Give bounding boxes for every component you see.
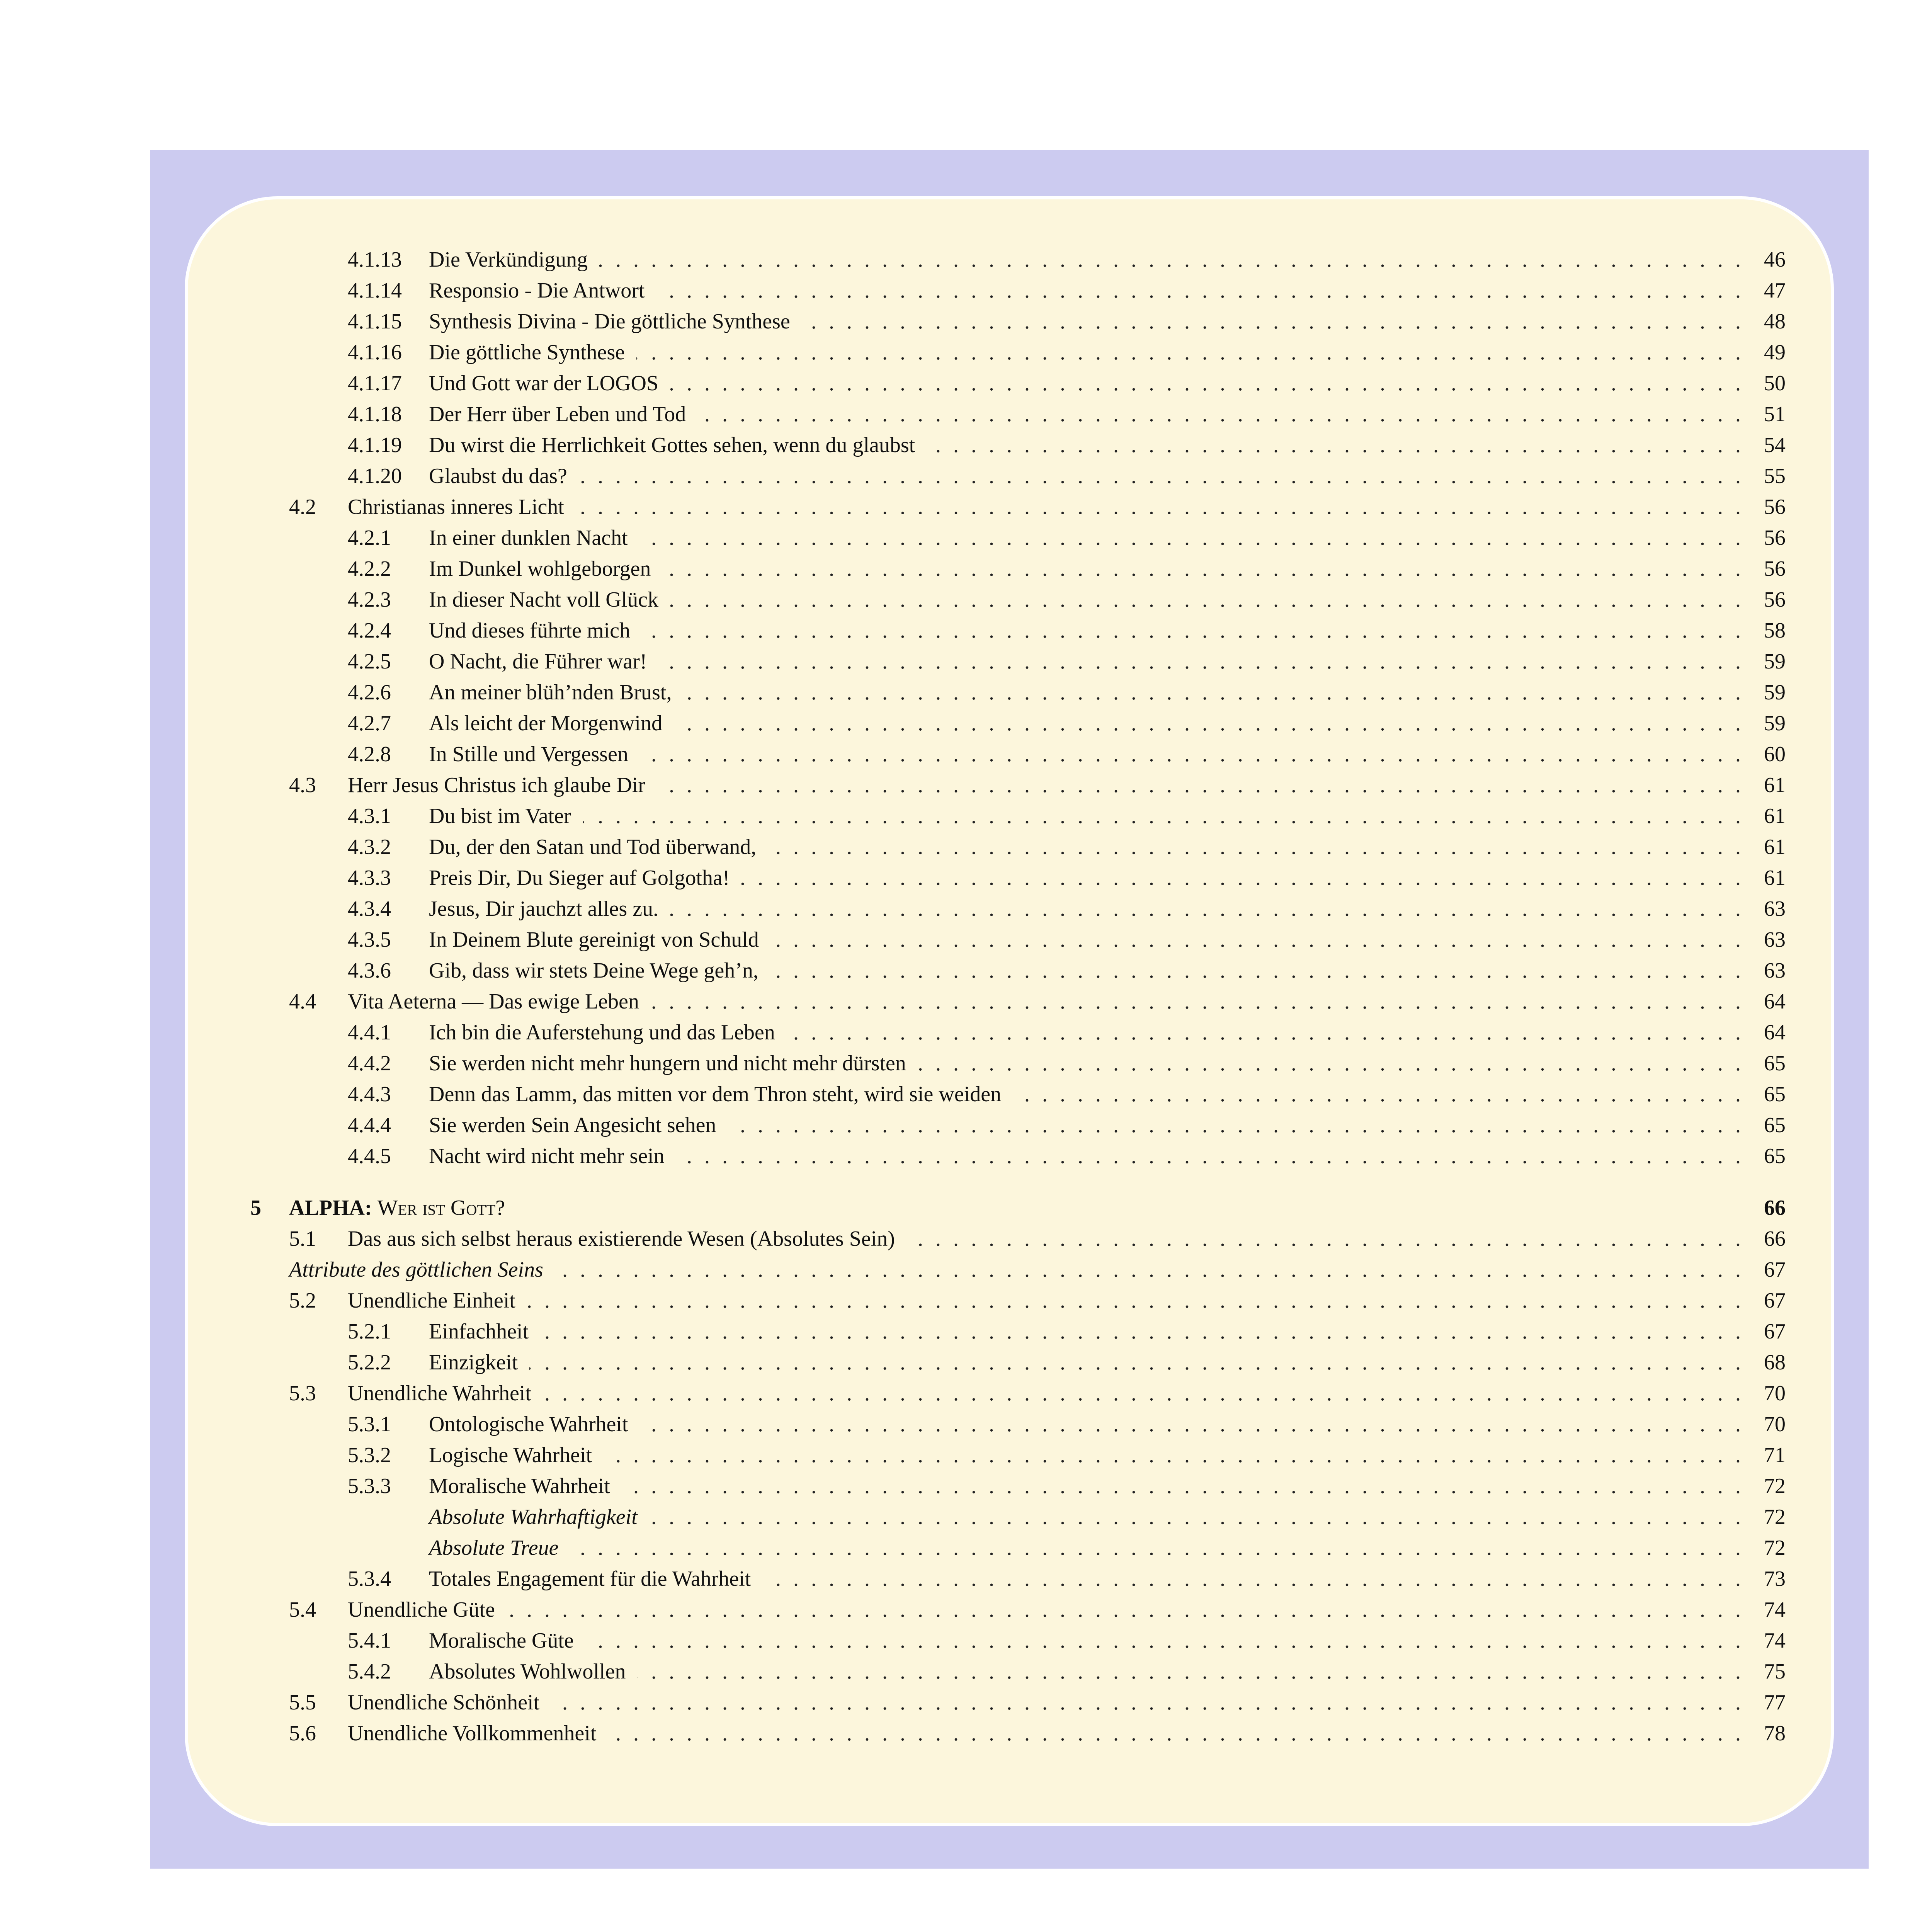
toc-entry-title: Du, der den Satan und Tod überwand, — [429, 835, 757, 859]
toc-entry-number: 4.3.6 — [348, 959, 391, 983]
toc-entry-title: Und Gott war der LOGOS — [429, 371, 659, 395]
dot-leader — [670, 893, 1741, 924]
chapter-page: 66 — [1764, 1196, 1786, 1220]
chapter-entry[interactable] — [0, 1192, 1932, 1223]
dot-leader — [642, 615, 1741, 646]
toc-entry[interactable] — [0, 1440, 1932, 1471]
toc-entry[interactable] — [0, 1563, 1932, 1594]
toc-entry[interactable] — [0, 677, 1932, 708]
toc-entry[interactable] — [0, 646, 1932, 677]
toc-entry-page: 65 — [1764, 1051, 1786, 1075]
toc-entry-page: 61 — [1764, 773, 1786, 797]
dot-leader — [787, 1017, 1741, 1048]
toc-entry-number: 4.3.4 — [348, 897, 391, 921]
toc-entry-page: 74 — [1764, 1598, 1786, 1622]
dot-leader — [507, 1594, 1741, 1625]
toc-entry-page: 56 — [1764, 588, 1786, 612]
dot-leader — [676, 1141, 1741, 1172]
toc-entry-number: 4.4 — [289, 990, 316, 1014]
toc-entry[interactable] — [0, 986, 1932, 1017]
toc-entry-title: Du bist im Vater — [429, 804, 571, 828]
toc-entry-number: 5.3.2 — [348, 1443, 391, 1467]
toc-entry-title: Einzigkeit — [429, 1350, 518, 1374]
toc-entry[interactable] — [0, 1254, 1932, 1285]
toc-entry-title: Du wirst die Herrlichkeit Gottes sehen, wenn du glaubst — [429, 433, 915, 457]
toc-entry[interactable] — [0, 368, 1932, 399]
dot-leader — [639, 522, 1741, 553]
toc-entry-number: 4.4.2 — [348, 1051, 391, 1075]
toc-entry-page: 61 — [1764, 804, 1786, 828]
toc-entry[interactable] — [0, 430, 1932, 461]
toc-entry-page: 77 — [1764, 1690, 1786, 1714]
toc-entry-page: 70 — [1764, 1412, 1786, 1436]
dot-leader — [640, 739, 1741, 770]
toc-entry-page: 74 — [1764, 1629, 1786, 1653]
chapter-title-smallcaps: Wer ist Gott? — [377, 1196, 505, 1220]
toc-entry-title: Nacht wird nicht mehr sein — [429, 1144, 665, 1168]
toc-entry-number: 4.4.3 — [348, 1082, 391, 1106]
toc-entry-page: 48 — [1764, 310, 1786, 333]
toc-entry-number: 4.4.1 — [348, 1020, 391, 1044]
toc-entry-number: 4.3.2 — [348, 835, 391, 859]
toc-entry[interactable] — [0, 492, 1932, 522]
dot-leader — [583, 801, 1741, 832]
toc-entry-page: 63 — [1764, 928, 1786, 952]
dot-leader — [662, 553, 1741, 584]
toc-entry-title: Unendliche Wahrheit — [348, 1381, 531, 1405]
chapter-number: 5 — [250, 1196, 261, 1220]
toc-entry[interactable] — [0, 708, 1932, 739]
toc-entry-number: 4.1.20 — [348, 464, 402, 488]
toc-entry[interactable] — [0, 1532, 1932, 1563]
toc-entry-number: 5.2.1 — [348, 1320, 391, 1344]
toc-entry[interactable] — [0, 337, 1932, 368]
toc-entry[interactable] — [0, 1347, 1932, 1378]
toc-entry-title: Absolute Treue — [429, 1536, 559, 1560]
toc-entry[interactable] — [0, 1471, 1932, 1502]
toc-entry[interactable] — [0, 893, 1932, 924]
dot-leader — [697, 399, 1741, 430]
toc-entry-page: 67 — [1764, 1258, 1786, 1282]
toc-entry-page: 46 — [1764, 248, 1786, 272]
toc-entry-page: 61 — [1764, 866, 1786, 890]
toc-entry[interactable] — [0, 1594, 1932, 1625]
dot-leader — [604, 1440, 1741, 1471]
toc-entry-page: 56 — [1764, 526, 1786, 550]
toc-entry-title: Die göttliche Synthese — [429, 340, 625, 364]
toc-entry-number: 5.2.2 — [348, 1350, 391, 1374]
toc-entry-title: Einfachheit — [429, 1320, 529, 1344]
toc-entry-page: 59 — [1764, 711, 1786, 735]
toc-entry[interactable] — [0, 275, 1932, 306]
toc-entry-number: 5.5 — [289, 1690, 316, 1714]
dot-leader — [670, 584, 1741, 615]
toc-entry-title: Sie werden Sein Angesicht sehen — [429, 1113, 716, 1137]
toc-entry[interactable] — [0, 1079, 1932, 1110]
dot-leader — [762, 1563, 1741, 1594]
toc-entry-page: 65 — [1764, 1144, 1786, 1168]
toc-entry-page: 65 — [1764, 1082, 1786, 1106]
toc-entry[interactable] — [0, 461, 1932, 492]
toc-entry-number: 4.1.14 — [348, 279, 402, 303]
toc-entry[interactable] — [0, 1017, 1932, 1048]
toc-entry-number: 4.1.13 — [348, 248, 402, 272]
toc-entry-page: 67 — [1764, 1320, 1786, 1344]
toc-entry-page: 66 — [1764, 1227, 1786, 1251]
dot-leader — [1013, 1079, 1741, 1110]
toc-entry-number: 5.6 — [289, 1721, 316, 1745]
toc-entry-number: 5.4 — [289, 1598, 316, 1622]
dot-leader — [622, 1471, 1741, 1502]
toc-entry-number: 4.3.5 — [348, 928, 391, 952]
toc-entry-page: 59 — [1764, 680, 1786, 704]
toc-entry-number: 4.2.8 — [348, 742, 391, 766]
toc-entry-page: 50 — [1764, 371, 1786, 395]
toc-entry[interactable] — [0, 615, 1932, 646]
toc-entry-title: Absolute Wahrhaftigkeit — [429, 1505, 638, 1529]
toc-entry-page: 55 — [1764, 464, 1786, 488]
toc-entry-title: Attribute des göttlichen Seins — [289, 1258, 543, 1282]
toc-entry-number: 5.1 — [289, 1227, 316, 1251]
dot-leader — [651, 986, 1741, 1017]
dot-leader — [636, 337, 1741, 368]
toc-entry-title: Preis Dir, Du Sieger auf Golgotha! — [429, 866, 730, 890]
dot-leader — [906, 1223, 1741, 1254]
chapter-title — [289, 1192, 505, 1223]
dot-leader — [599, 244, 1741, 275]
toc-entry-title: Im Dunkel wohlgeborgen — [429, 557, 651, 581]
toc-entry-number: 4.2.3 — [348, 588, 391, 612]
toc-entry-page: 64 — [1764, 1020, 1786, 1044]
toc-entry[interactable] — [0, 1656, 1932, 1687]
dot-leader — [608, 1718, 1741, 1749]
toc-entry-title: Herr Jesus Christus ich glaube Dir — [348, 773, 645, 797]
toc-entry-number: 4.4.5 — [348, 1144, 391, 1168]
toc-entry-page: 63 — [1764, 897, 1786, 921]
toc-entry[interactable] — [0, 1110, 1932, 1141]
toc-entry-title: Christianas inneres Licht — [348, 495, 564, 519]
toc-entry[interactable] — [0, 832, 1932, 862]
toc-entry-title: O Nacht, die Führer war! — [429, 650, 647, 673]
toc-entry[interactable] — [0, 801, 1932, 832]
toc-entry-page: 72 — [1764, 1505, 1786, 1529]
dot-leader — [576, 492, 1741, 522]
dot-leader — [768, 832, 1741, 862]
toc-entry-page: 64 — [1764, 990, 1786, 1014]
toc-entry[interactable] — [0, 1285, 1932, 1316]
toc-entry-title: In Stille und Vergessen — [429, 742, 628, 766]
toc-entry-title: Denn das Lamm, das mitten vor dem Thron steht, wird sie weiden — [429, 1082, 1002, 1106]
toc-entry-title: Glaubst du das? — [429, 464, 567, 488]
toc-entry-number: 4.2.5 — [348, 650, 391, 673]
toc-entry-title: Totales Engagement für die Wahrheit — [429, 1567, 751, 1591]
toc-entry-number: 4.2.6 — [348, 680, 391, 704]
toc-entry-page: 58 — [1764, 619, 1786, 643]
toc-entry-number: 4.1.15 — [348, 310, 402, 333]
toc-entry-page: 70 — [1764, 1381, 1786, 1405]
toc-entry[interactable] — [0, 1502, 1932, 1532]
dot-leader — [918, 1048, 1741, 1079]
toc-entry-title: Und dieses führte mich — [429, 619, 630, 643]
toc-entry-title: Als leicht der Morgenwind — [429, 711, 662, 735]
toc-entry-number: 4.2.7 — [348, 711, 391, 735]
toc-entry-title: Responsio - Die Antwort — [429, 279, 645, 303]
toc-entry-title: In dieser Nacht voll Glück — [429, 588, 659, 612]
toc-entry[interactable] — [0, 1687, 1932, 1718]
toc-entry[interactable] — [0, 1141, 1932, 1172]
toc-entry-number: 4.3.3 — [348, 866, 391, 890]
toc-entry[interactable] — [0, 399, 1932, 430]
toc-entry[interactable] — [0, 1625, 1932, 1656]
toc-entry[interactable] — [0, 770, 1932, 801]
toc-entry[interactable] — [0, 1048, 1932, 1079]
toc-entry-title: Unendliche Schönheit — [348, 1690, 540, 1714]
toc-entry-number: 5.3 — [289, 1381, 316, 1405]
toc-entry[interactable] — [0, 522, 1932, 553]
dot-leader — [802, 306, 1741, 337]
toc-entry[interactable] — [0, 1409, 1932, 1440]
toc-entry[interactable] — [0, 955, 1932, 986]
dot-leader — [585, 1625, 1741, 1656]
toc-entry-number: 4.1.16 — [348, 340, 402, 364]
toc-entry[interactable] — [0, 584, 1932, 615]
toc-entry-number: 4.1.19 — [348, 433, 402, 457]
toc-entry-page: 54 — [1764, 433, 1786, 457]
dot-leader — [770, 924, 1741, 955]
toc-entry[interactable] — [0, 1223, 1932, 1254]
toc-entry-title: Gib, dass wir stets Deine Wege geh’n, — [429, 959, 759, 983]
dot-leader — [728, 1110, 1741, 1141]
toc-entry-page: 65 — [1764, 1113, 1786, 1137]
toc-entry-title: In Deinem Blute gereinigt von Schuld — [429, 928, 759, 952]
dot-leader — [674, 708, 1741, 739]
toc-entry-title: An meiner blüh’nden Brust, — [429, 680, 672, 704]
toc-entry-title: Unendliche Einheit — [348, 1289, 515, 1313]
toc-entry-number: 5.4.2 — [348, 1660, 391, 1684]
toc-entry-number: 4.1.17 — [348, 371, 402, 395]
toc-entry-number: 5.3.3 — [348, 1474, 391, 1498]
toc-entry-page: 61 — [1764, 835, 1786, 859]
toc-entry-title: Unendliche Vollkommenheit — [348, 1721, 597, 1745]
toc-entry-number: 5.3.1 — [348, 1412, 391, 1436]
toc-entry-page: 49 — [1764, 340, 1786, 364]
toc-entry-page: 71 — [1764, 1443, 1786, 1467]
toc-entry[interactable] — [0, 1378, 1932, 1409]
dot-leader — [555, 1254, 1741, 1285]
toc-entry-page: 67 — [1764, 1289, 1786, 1313]
toc-entry[interactable] — [0, 924, 1932, 955]
dot-leader — [770, 955, 1741, 986]
toc-entry-number: 4.3.1 — [348, 804, 391, 828]
toc-entry-title: Die Verkündigung — [429, 248, 588, 272]
toc-entry-number: 4.2 — [289, 495, 316, 519]
dot-leader — [543, 1378, 1741, 1409]
toc-entry-title: Synthesis Divina - Die göttliche Synthese — [429, 310, 790, 333]
toc-entry-title: Logische Wahrheit — [429, 1443, 592, 1467]
toc-entry-title: Das aus sich selbst heraus existierende Wesen (Absolutes Sein) — [348, 1227, 895, 1251]
dot-leader — [657, 770, 1741, 801]
toc-entry-number: 4.1.18 — [348, 402, 402, 426]
toc-entry-page: 51 — [1764, 402, 1786, 426]
toc-entry-page: 63 — [1764, 959, 1786, 983]
chapter-title-bold: ALPHA: — [289, 1196, 372, 1220]
toc-entry-title: Absolutes Wohlwollen — [429, 1660, 626, 1684]
toc-entry[interactable] — [0, 553, 1932, 584]
toc-entry-page: 73 — [1764, 1567, 1786, 1591]
toc-entry-page: 56 — [1764, 557, 1786, 581]
toc-entry[interactable] — [0, 739, 1932, 770]
toc-entry[interactable] — [0, 306, 1932, 337]
toc-entry-page: 78 — [1764, 1721, 1786, 1745]
toc-entry-page: 72 — [1764, 1474, 1786, 1498]
toc-entry-title: Vita Aeterna — Das ewige Leben — [348, 990, 639, 1014]
dot-leader — [529, 1347, 1741, 1378]
toc-entry-title: Ich bin die Auferstehung und das Leben — [429, 1020, 775, 1044]
dot-leader — [656, 275, 1741, 306]
toc-entry-title: Ontologische Wahrheit — [429, 1412, 628, 1436]
toc-entry-page: 47 — [1764, 279, 1786, 303]
toc-entry-number: 4.2.4 — [348, 619, 391, 643]
dot-leader — [579, 461, 1741, 492]
toc-entry[interactable] — [0, 1718, 1932, 1749]
toc-entry-title: In einer dunklen Nacht — [429, 526, 628, 550]
dot-leader — [540, 1316, 1741, 1347]
toc-entry-page: 60 — [1764, 742, 1786, 766]
toc-entry-number: 5.3.4 — [348, 1567, 391, 1591]
toc-entry-number: 4.4.4 — [348, 1113, 391, 1137]
dot-leader — [670, 368, 1741, 399]
dot-leader — [637, 1656, 1741, 1687]
dot-leader — [927, 430, 1741, 461]
dot-leader — [649, 1502, 1741, 1532]
toc-entry-number: 4.3 — [289, 773, 316, 797]
toc-entry-number: 4.2.2 — [348, 557, 391, 581]
toc-entry-title: Moralische Wahrheit — [429, 1474, 610, 1498]
dot-leader — [741, 862, 1741, 893]
dot-leader — [683, 677, 1741, 708]
dot-leader — [658, 646, 1741, 677]
toc-entry-page: 75 — [1764, 1660, 1786, 1684]
toc-entry-page: 59 — [1764, 650, 1786, 673]
toc-entry-number: 5.2 — [289, 1289, 316, 1313]
dot-leader — [551, 1687, 1741, 1718]
toc-entry-title: Der Herr über Leben und Tod — [429, 402, 686, 426]
toc-entry-title: Sie werden nicht mehr hungern und nicht mehr dürsten — [429, 1051, 906, 1075]
toc-entry-title: Unendliche Güte — [348, 1598, 495, 1622]
toc-entry-page: 56 — [1764, 495, 1786, 519]
toc-entry[interactable] — [0, 244, 1932, 275]
dot-leader — [639, 1409, 1741, 1440]
dot-leader — [570, 1532, 1741, 1563]
toc-entry-page: 68 — [1764, 1350, 1786, 1374]
toc-entry-page: 72 — [1764, 1536, 1786, 1560]
toc-entry-number: 5.4.1 — [348, 1629, 391, 1653]
dot-leader — [527, 1285, 1741, 1316]
toc-entry[interactable] — [0, 862, 1932, 893]
toc-entry[interactable] — [0, 1316, 1932, 1347]
toc-entry-title: Moralische Güte — [429, 1629, 574, 1653]
toc-entry-title: Jesus, Dir jauchzt alles zu. — [429, 897, 659, 921]
toc-entry-number: 4.2.1 — [348, 526, 391, 550]
